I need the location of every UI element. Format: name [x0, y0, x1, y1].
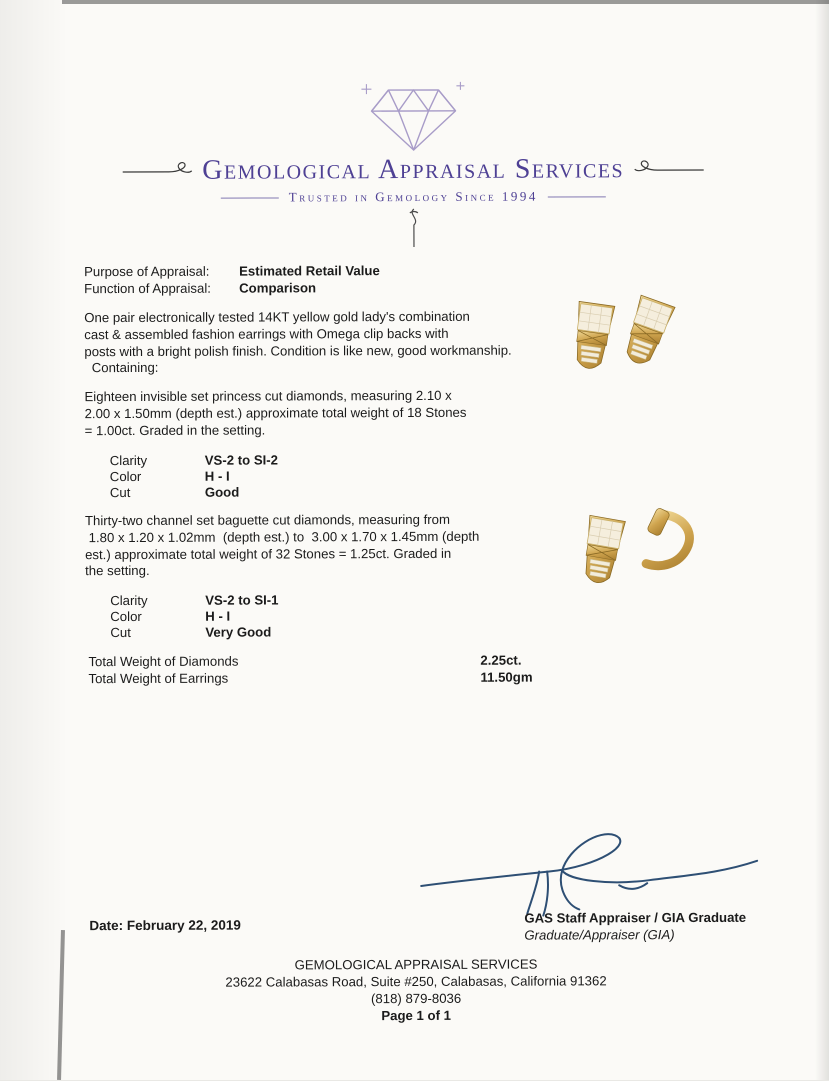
- grading-table-1: [110, 452, 278, 500]
- tagline-row: [0, 188, 828, 207]
- clarity-label: Clarity: [109, 452, 148, 469]
- appraiser-subtitle: Graduate/Appraiser (GIA): [524, 927, 675, 943]
- total-weight-diamonds-row: [88, 653, 532, 671]
- earrings-back-photo: [572, 497, 727, 603]
- date-line: Date: February 22, 2019: [89, 917, 241, 934]
- footer-phone: (818) 879-8036: [370, 990, 462, 1007]
- company-name: Gemological Appraisal Services: [202, 153, 625, 186]
- flourish-left-icon: [120, 162, 192, 180]
- color-label: Color: [109, 468, 142, 484]
- grade-row-cut: [110, 484, 278, 500]
- footer-company: GEMOLOGICAL APPRAISAL SERVICES: [294, 956, 538, 973]
- purpose-value: Estimated Retail Value: [239, 263, 380, 279]
- totals-block: [88, 653, 532, 688]
- center-ornament-icon: [402, 207, 424, 249]
- function-value: Comparison: [239, 280, 317, 296]
- page-number: Page 1 of 1: [381, 1007, 451, 1024]
- footer-block: [1, 955, 829, 1026]
- purpose-label: Purpose of Appraisal:: [84, 263, 210, 280]
- grading-table-2: [110, 592, 278, 640]
- total-earrings-value: 11.50gm: [480, 669, 533, 685]
- cut-label: Cut: [109, 484, 131, 500]
- earrings-front-photo: [557, 287, 722, 403]
- appraisal-meta: [84, 262, 380, 297]
- company-tagline: Trusted in Gemology Since 1994: [288, 188, 538, 205]
- cut-value: Good: [204, 484, 240, 500]
- clarity-value: VS-2 to SI-2: [204, 452, 279, 468]
- title-row: [0, 153, 828, 188]
- total-earrings-label: Total Weight of Earrings: [88, 670, 229, 686]
- grade-row-clarity: [110, 592, 278, 608]
- footer-address: 23622 Calabasas Road, Suite #250, Calabasas, California 91362: [225, 973, 607, 990]
- diamond-logo-icon: [348, 78, 478, 154]
- total-weight-earrings-row: [88, 669, 532, 687]
- cut-label: Cut: [110, 624, 131, 640]
- total-diamonds-label: Total Weight of Diamonds: [88, 653, 239, 670]
- tagline-rule-right: [548, 196, 606, 197]
- clarity-label: Clarity: [110, 592, 148, 609]
- total-diamonds-value: 2.25ct.: [480, 652, 522, 668]
- clarity-value: VS-2 to SI-1: [205, 592, 279, 608]
- item-2-description: Thirty-two channel set baguette cut diamonds, measuring from 1.80 x 1.20 x 1.02mm (depth est.) to 3.00 x 1.70 x 1.45mm (depth est.) approximate total weight of 32 Stones = 1.25ct. Graded in the setting.: [84, 511, 480, 579]
- appraiser-block: [524, 909, 746, 944]
- grade-row-clarity: [110, 452, 278, 468]
- tagline-rule-left: [221, 197, 279, 198]
- color-label: Color: [110, 608, 142, 624]
- color-value: H - I: [204, 468, 230, 484]
- item-1-description: Eighteen invisible set princess cut diamonds, measuring 2.10 x 2.00 x 1.50mm (depth est.) approximate total weight of 18 Stones = 1.00ct. Graded in the setting.: [84, 387, 467, 438]
- function-label: Function of Appraisal:: [84, 280, 211, 297]
- function-row: [84, 279, 380, 297]
- appraiser-title: GAS Staff Appraiser / GIA Graduate: [524, 909, 747, 926]
- grade-row-cut: [110, 624, 278, 640]
- appraiser-signature: [419, 825, 764, 921]
- color-value: H - I: [205, 608, 231, 624]
- purpose-row: [84, 262, 380, 280]
- scan-artifact-right: [815, 0, 829, 1080]
- header-logo-block: [0, 77, 828, 251]
- item-description: One pair electronically tested 14KT yellow gold lady's combination cast & assembled fashion earrings with Omega clip backs with posts with a bright polish finish. Condition is like new, good workmanship. Containing:: [84, 308, 512, 376]
- scan-artifact-top: [62, 0, 829, 4]
- grade-row-color: [110, 468, 278, 484]
- flourish-right-icon: [634, 160, 706, 178]
- cut-value: Very Good: [205, 624, 272, 640]
- grade-row-color: [110, 608, 278, 624]
